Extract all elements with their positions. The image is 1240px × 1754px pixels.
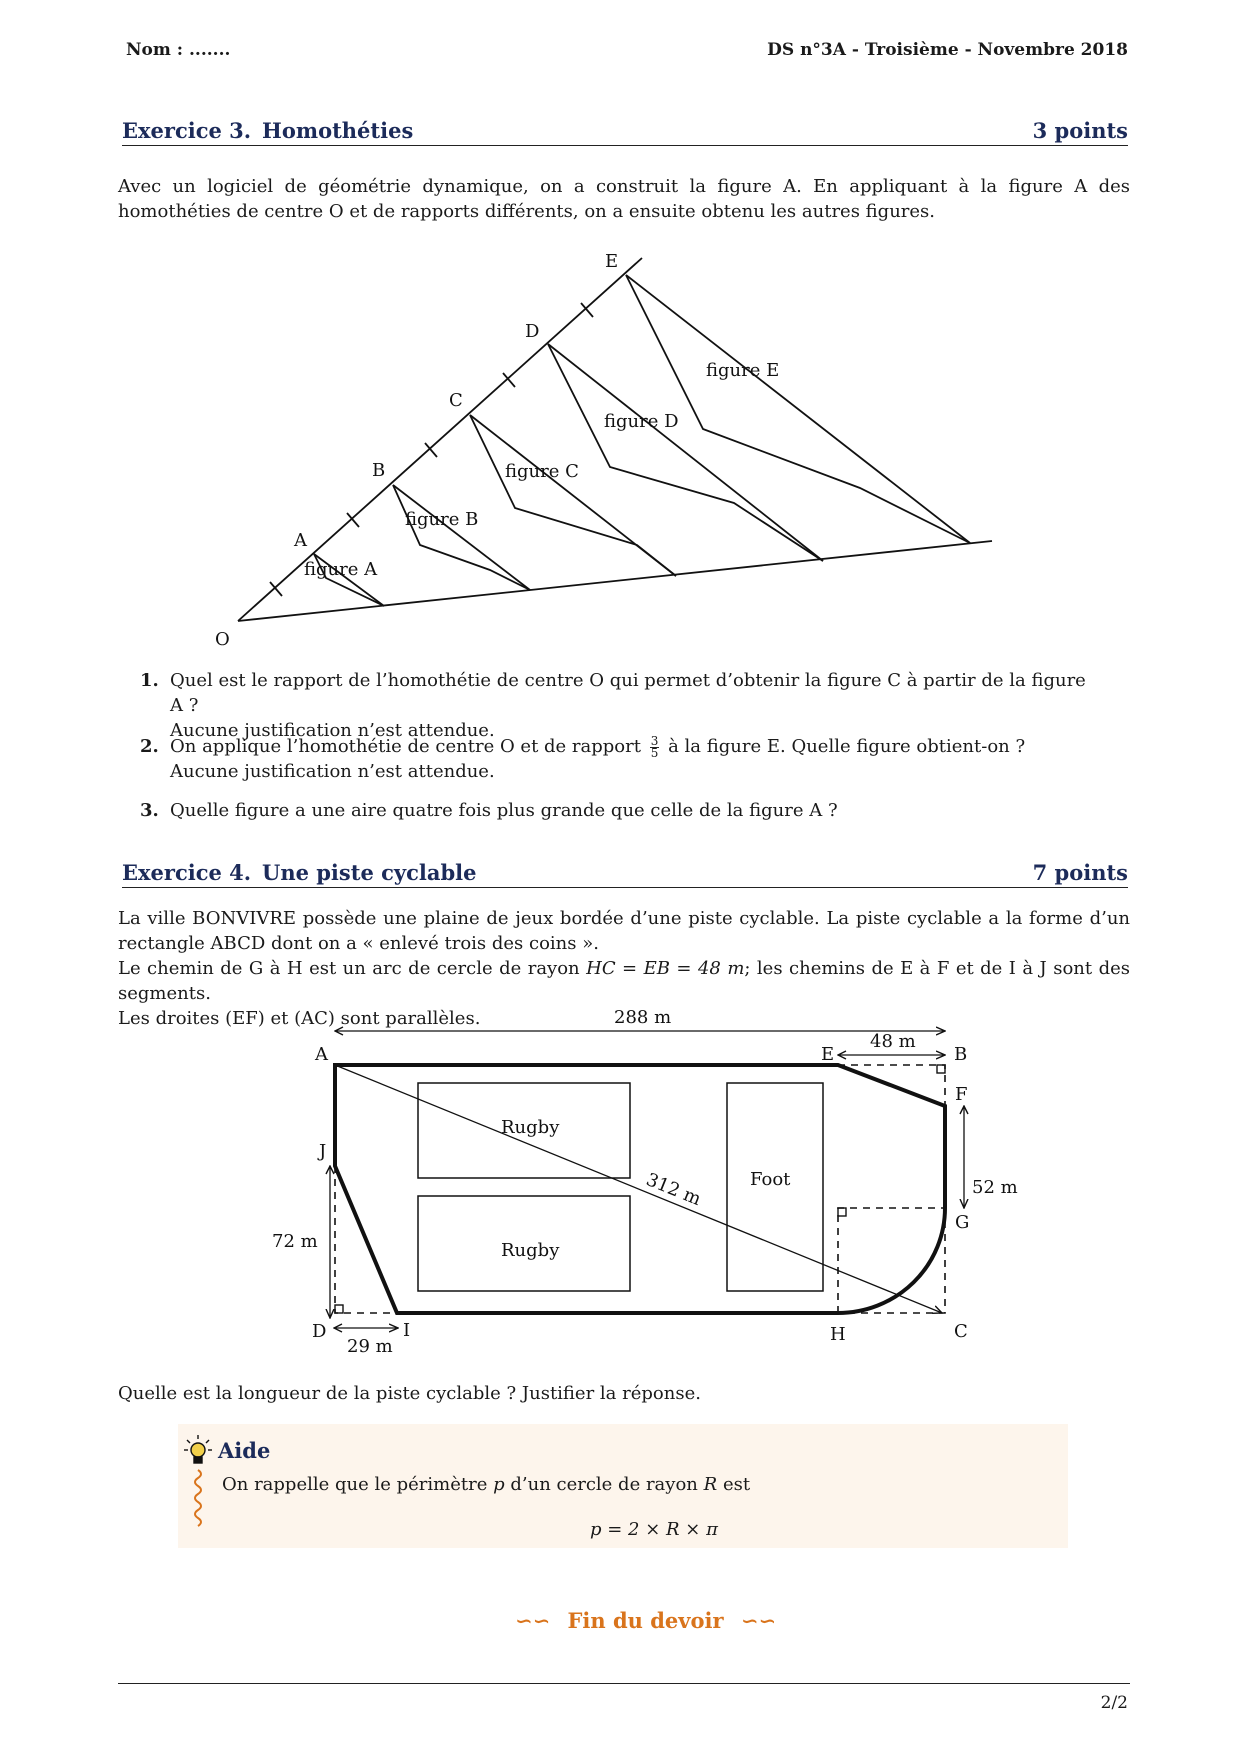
- point-h-label: H: [830, 1324, 846, 1345]
- intro-line-2-end: ; les chemins de E à F et de I à J sont des segments.: [118, 958, 1130, 1004]
- fraction-denominator: 5: [650, 745, 659, 760]
- hint-text-middle: d’un cercle de rayon: [510, 1474, 698, 1495]
- question-note: Aucune justification n’est attendue.: [170, 761, 495, 782]
- question-note: Aucune justification n’est attendue.: [170, 720, 495, 741]
- end-of-test: [515, 1608, 776, 1633]
- question-number: 2.: [140, 736, 159, 757]
- figure-b-label: figure B: [405, 509, 479, 530]
- figure-e-label: figure E: [706, 360, 780, 381]
- point-e-label: E: [821, 1044, 835, 1065]
- hint-var-p: p: [493, 1474, 505, 1495]
- ornament-left-icon: ∽∽: [515, 1608, 551, 1633]
- intro-line-1: La ville BONVIVRE possède une plaine de jeux bordée d’une piste cyclable. La piste cyclable a la forme d’un rectangle ABCD dont on a « enlevé trois des coins ».: [118, 908, 1130, 954]
- point-d-label: D: [525, 321, 540, 342]
- question-text: Quelle figure a une aire quatre fois plus grande que celle de la figure A ?: [170, 800, 838, 821]
- hint-text-end: est: [722, 1474, 751, 1495]
- dj-label: 72 m: [272, 1231, 318, 1252]
- exercise-4-name: Une piste cyclable: [262, 860, 477, 885]
- question-number: 1.: [140, 670, 159, 691]
- ornament-right-icon: ∽∽: [740, 1608, 777, 1633]
- page-number: 2/2: [1100, 1693, 1128, 1713]
- fg-label: 52 m: [972, 1177, 1018, 1198]
- point-o-label: O: [215, 629, 230, 650]
- formula-text: p = 2 × R × π: [590, 1519, 718, 1540]
- hint-formula: [590, 1519, 718, 1540]
- figure-a-label: figure A: [304, 559, 378, 580]
- exercise-3-intro: Avec un logiciel de géométrie dynamique, on a construit la figure A. En appliquant à la figure A des homothéties de centre O et de rapports différents, on a ensuite obtenu les autres figures.: [118, 176, 1130, 222]
- diagonal-label: 312 m: [643, 1169, 704, 1211]
- point-a-label: A: [315, 1044, 328, 1065]
- exercise-3-name: Homothéties: [262, 118, 414, 143]
- question-text: Quel est le rapport de l’homothétie de centre O qui permet d’obtenir la figure C à partir de la figure A ?: [170, 670, 1086, 716]
- exercise-3-points: 3 points: [1032, 118, 1128, 143]
- hint-title: Aide: [218, 1438, 271, 1463]
- question-text-start: On applique l’homothétie de centre O et de rapport: [170, 736, 641, 757]
- right-angle-b: [937, 1065, 945, 1073]
- intro-line-3: Les droites (EF) et (AC) sont parallèles.: [118, 1008, 481, 1029]
- hint-var-r: R: [703, 1474, 718, 1495]
- document-header: DS n°3A - Troisième - Novembre 2018: [767, 40, 1128, 60]
- foot-label: Foot: [750, 1169, 791, 1190]
- intro-math: HC = EB = 48 m: [586, 958, 745, 979]
- point-b-label: B: [372, 460, 386, 481]
- exercise-4-number: Exercice 4.: [122, 860, 252, 885]
- footer-rule: [118, 1683, 1130, 1684]
- right-angle-g: [838, 1208, 846, 1216]
- point-a-label: A: [294, 530, 307, 551]
- student-name-field: Nom : .......: [126, 40, 231, 60]
- end-label: Fin du devoir: [567, 1608, 724, 1633]
- point-i-label: I: [403, 1320, 411, 1341]
- exercise-3-number: Exercice 3.: [122, 118, 252, 143]
- figure-d-label: figure D: [604, 411, 679, 432]
- intro-line-2-start: Le chemin de G à H est un arc de cercle de rayon: [118, 958, 580, 979]
- right-angle-d: [335, 1305, 343, 1313]
- question-text-end: à la figure E. Quelle figure obtient-on ?: [668, 736, 1026, 757]
- point-c-label: C: [449, 390, 463, 411]
- hint-squiggle: [195, 1470, 201, 1526]
- hint-text-start: On rappelle que le périmètre: [222, 1474, 488, 1495]
- point-e-label: E: [605, 251, 619, 272]
- width-label: 288 m: [614, 1007, 672, 1028]
- eb-label: 48 m: [870, 1031, 916, 1052]
- hint-text: [222, 1474, 750, 1495]
- point-b-label: B: [954, 1044, 968, 1065]
- di-label: 29 m: [347, 1336, 393, 1357]
- rugby-bottom-label: Rugby: [501, 1240, 560, 1261]
- lightbulb-icon: [182, 1430, 214, 1542]
- point-f-label: F: [955, 1084, 968, 1105]
- question-number: 3.: [140, 800, 159, 821]
- point-g-label: G: [955, 1212, 970, 1233]
- exercise-4-points: 7 points: [1032, 860, 1128, 885]
- diagonal-ac: [335, 1065, 942, 1313]
- fraction-numerator: 3: [650, 733, 659, 748]
- point-j-label: J: [319, 1141, 327, 1162]
- point-c-label: C: [954, 1321, 968, 1342]
- figure-c-label: figure C: [505, 461, 579, 482]
- exercise-4-question: Quelle est la longueur de la piste cyclable ? Justifier la réponse.: [118, 1383, 701, 1404]
- point-d-label: D: [312, 1321, 327, 1342]
- rugby-top-label: Rugby: [501, 1117, 560, 1138]
